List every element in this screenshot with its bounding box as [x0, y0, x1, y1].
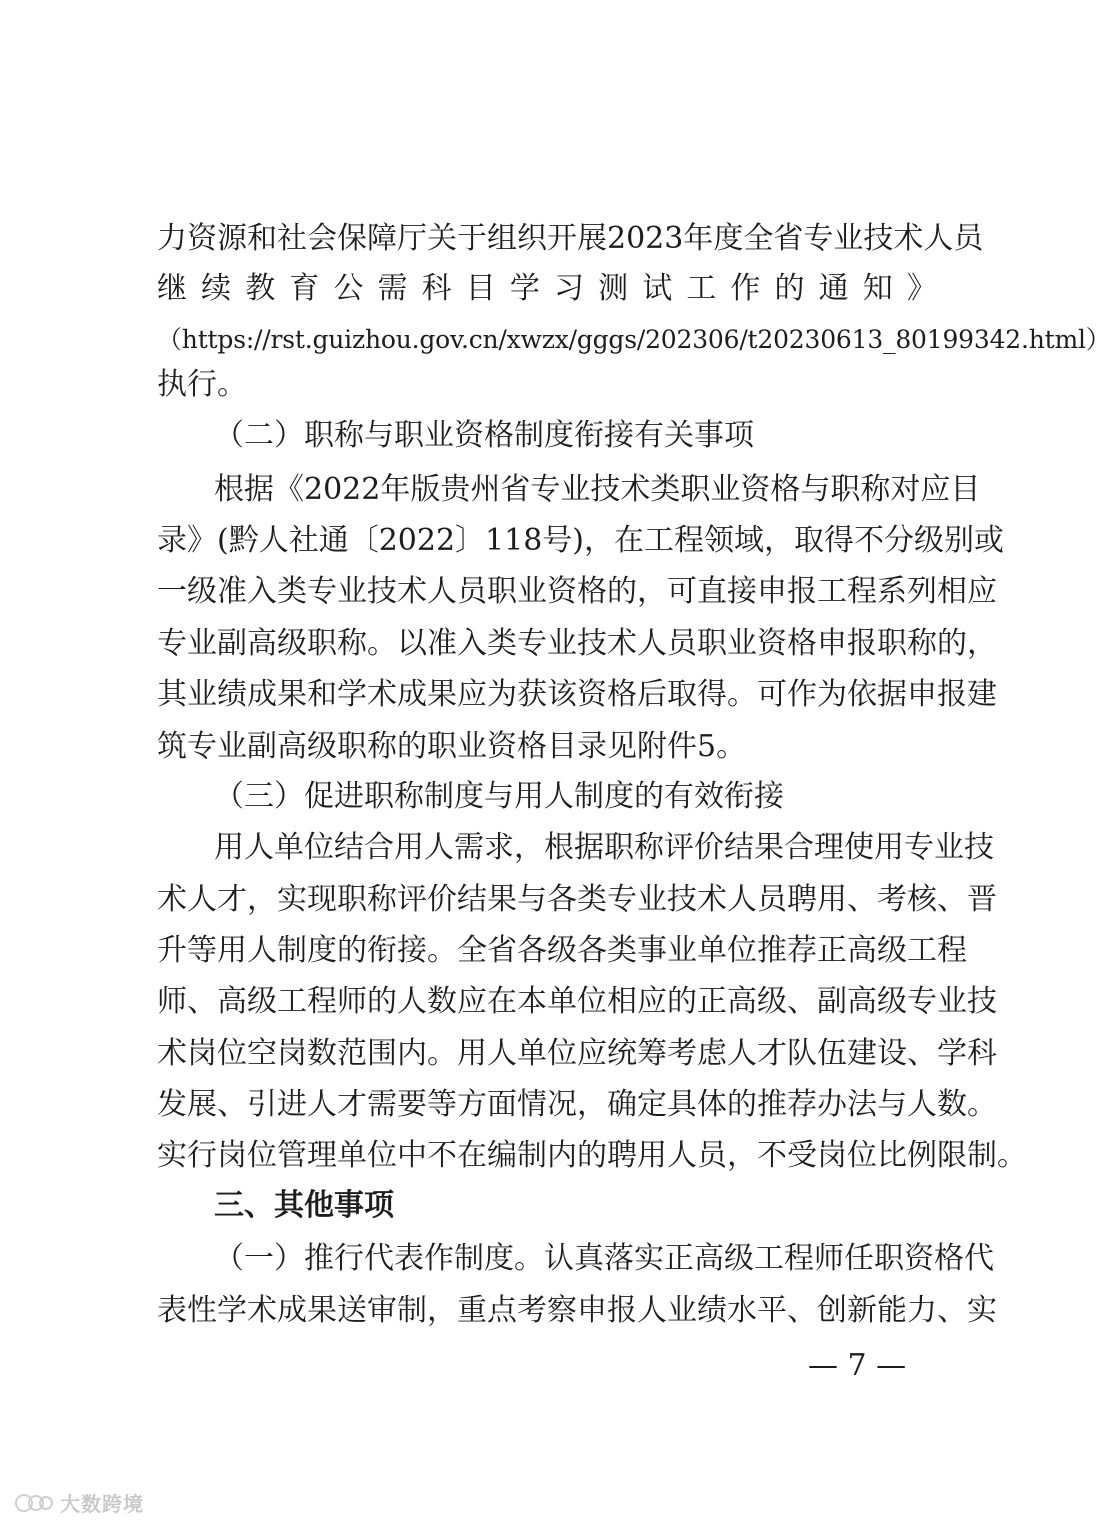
body-line-10: 其业绩成果和学术成果应为获该资格后取得。可作为依据申报建	[157, 677, 997, 712]
page-number: — 7 —	[808, 1348, 907, 1383]
subheading-2: （二）职称与职业资格制度衔接有关事项	[214, 418, 754, 453]
glyph: 试	[642, 271, 673, 306]
glyph: 的	[774, 271, 805, 306]
subheading-3: （三）促进职称制度与用人制度的有效衔接	[214, 779, 784, 814]
body-line-9: 专业副高级职称。以准入类专业技术人员职业资格申报职称的，	[157, 626, 997, 661]
body-line-13: 用人单位结合用人需求，根据职称评价结果合理使用专业技	[214, 830, 994, 865]
section-heading-3: 三、其他事项	[214, 1188, 394, 1223]
body-line-7: 录》(黔人社通〔2022〕118号)，在工程领域，取得不分级别或	[157, 523, 1005, 558]
glyph: 作	[730, 271, 761, 306]
body-line-8: 一级准入类专业技术人员职业资格的，可直接申报工程系列相应	[157, 574, 997, 609]
glyph: 育	[289, 271, 320, 306]
body-line-2	[157, 269, 937, 309]
url-line: （https://rst.guizhou.gov.cn/xwzx/gggs/202306/t20230613_80199342.html）	[157, 325, 1111, 354]
glyph: 知	[862, 271, 893, 306]
body-line-17: 术岗位空岗数范围内。用人单位应统筹考虑人才队伍建设、学科	[157, 1036, 997, 1071]
glyph: 学	[509, 271, 540, 306]
glyph: 公	[333, 271, 364, 306]
body-line-1: 力资源和社会保障厅关于组织开展2023年度全省专业技术人员	[157, 221, 984, 256]
glyph: 续	[201, 271, 232, 306]
body-line-19: 实行岗位管理单位中不在编制内的聘用人员，不受岗位比例限制。	[157, 1138, 1027, 1173]
watermark-logo-icon	[14, 1490, 54, 1516]
body-line-22: 表性学术成果送审制，重点考察申报人业绩水平、创新能力、实	[157, 1293, 997, 1328]
watermark-text: 大数跨境	[60, 1492, 144, 1516]
body-line-15: 升等用人制度的衔接。全省各级各类事业单位推荐正高级工程	[157, 933, 967, 968]
body-line-6: 根据《2022年版贵州省专业技术类职业资格与职称对应目	[214, 472, 981, 507]
body-line-21: （一）推行代表作制度。认真落实正高级工程师任职资格代	[214, 1241, 994, 1276]
body-line-4: 执行。	[157, 367, 247, 402]
glyph: 通	[818, 271, 849, 306]
glyph: 工	[686, 271, 717, 306]
watermark	[14, 1488, 144, 1517]
glyph: 继	[157, 271, 187, 306]
body-line-14: 术人才，实现职称评价结果与各类专业技术人员聘用、考核、晋	[157, 882, 997, 917]
glyph: 需	[377, 271, 408, 306]
body-line-18: 发展、引进人才需要等方面情况，确定具体的推荐办法与人数。	[157, 1087, 997, 1122]
glyph: 目	[465, 271, 496, 306]
glyph: 》	[906, 271, 937, 306]
body-line-16: 师、高级工程师的人数应在本单位相应的正高级、副高级专业技	[157, 984, 997, 1019]
body-line-11: 筑专业副高级职称的职业资格目录见附件5。	[157, 729, 747, 764]
glyph: 测	[598, 271, 629, 306]
glyph: 教	[245, 271, 276, 306]
glyph: 习	[553, 271, 584, 306]
glyph: 科	[421, 271, 452, 306]
